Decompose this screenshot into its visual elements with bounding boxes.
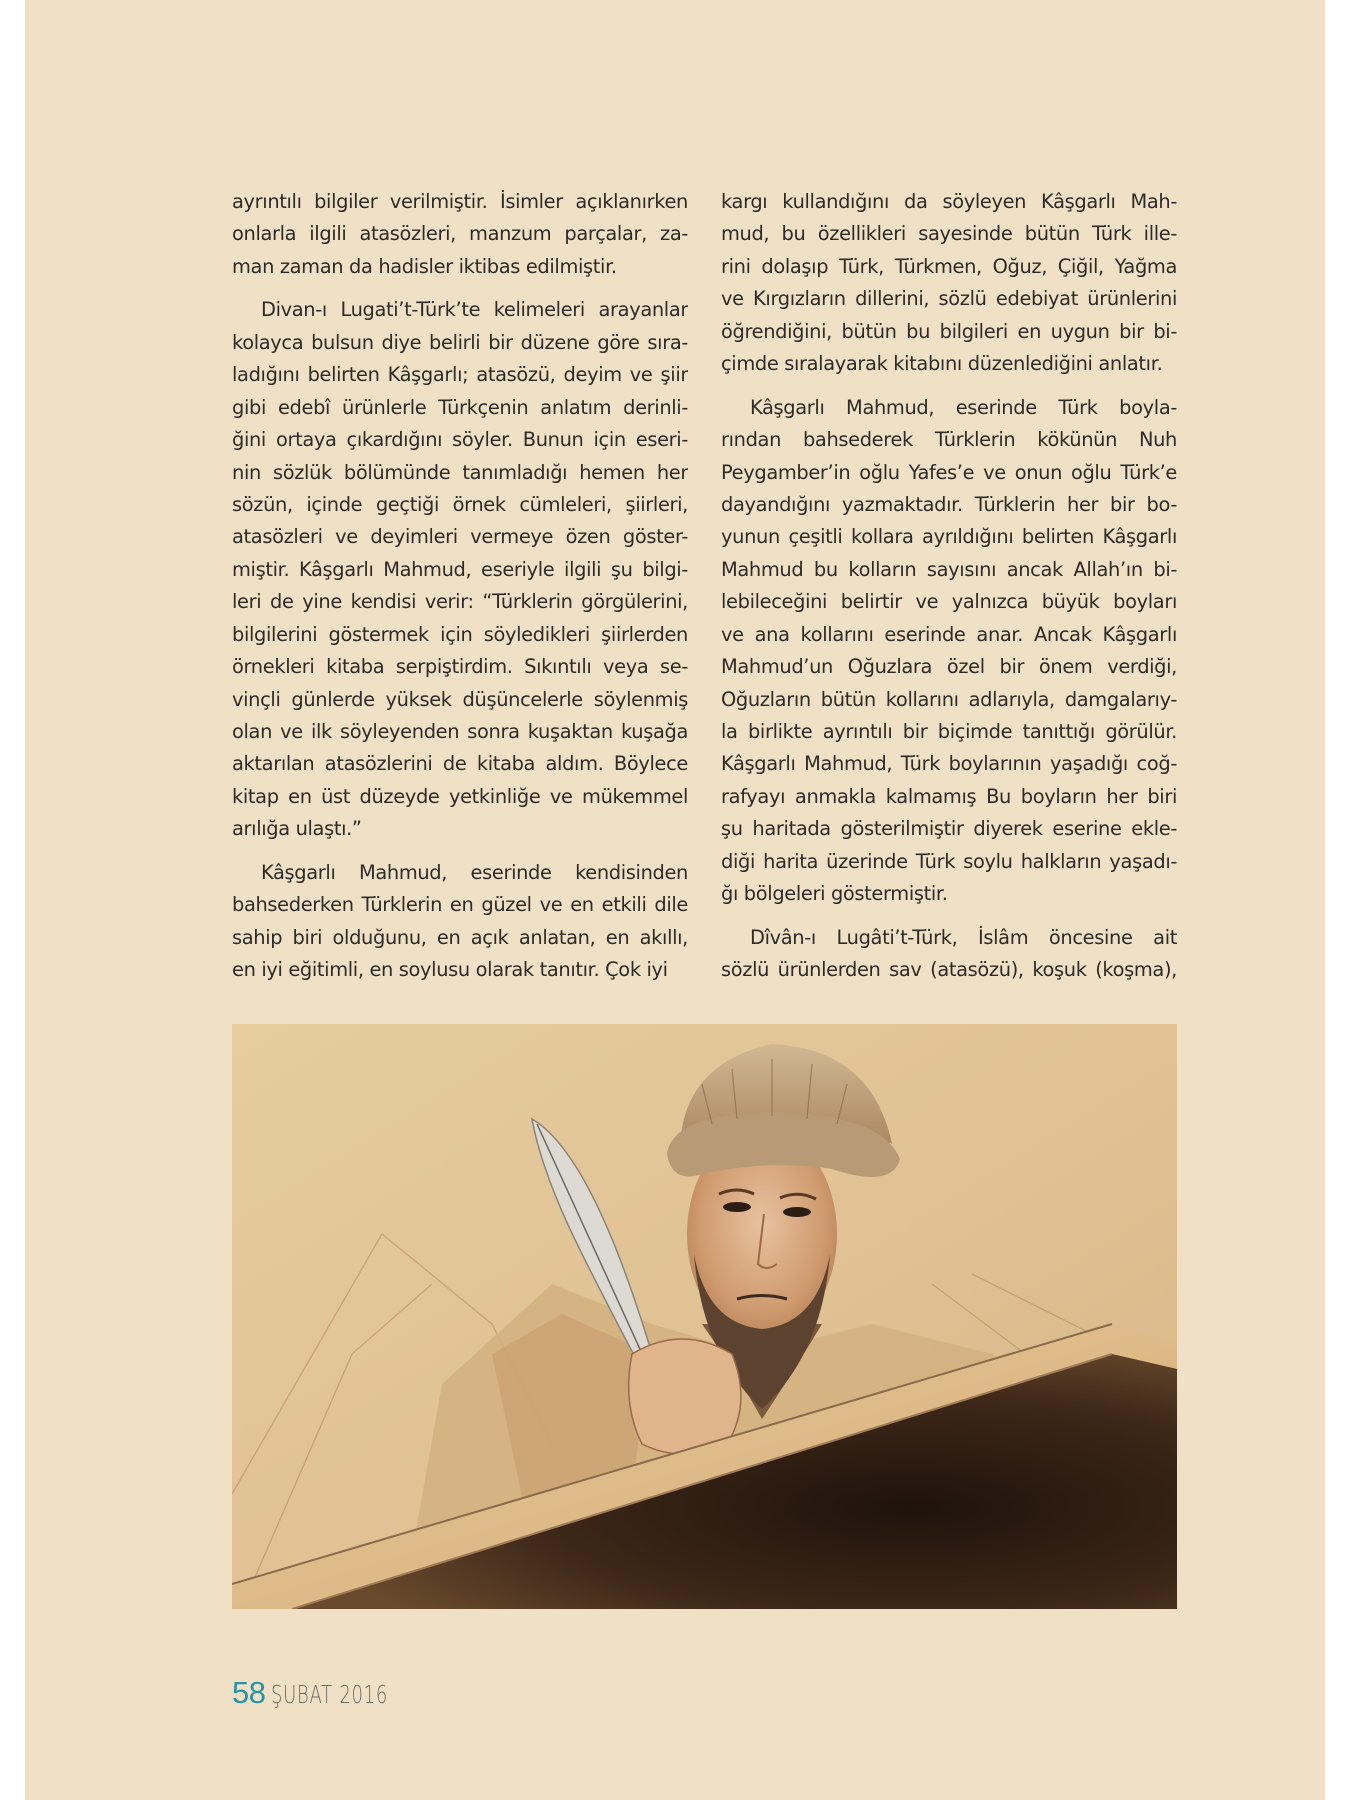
text-line: Kâşgarlı Mahmud, Türk boylarının yaşadığı coğ- <box>721 752 1177 776</box>
text-line: şu haritada gösterilmiştir diyerek eserine ekle- <box>721 817 1177 841</box>
article-right-column <box>721 186 1177 987</box>
paragraph <box>232 186 688 283</box>
text-line: bilgilerini göstermek için söyledikleri şiirlerden <box>232 622 688 646</box>
text-line: gibi edebî ürünlerle Türkçenin anlatım derinli- <box>232 395 688 419</box>
text-line: sahip biri olduğunu, en açık anlatan, en akıllı, <box>232 925 688 949</box>
text-line: olan ve ilk söyleyenden sonra kuşaktan kuşağa <box>232 720 688 743</box>
illustration-kasgarli-mahmud <box>232 1024 1177 1609</box>
text-line: nin sözlük bölümünde tanımladığı hemen her <box>232 460 688 484</box>
text-line: ğini ortaya çıkardığını söyler. Bunun için eseri- <box>232 428 688 452</box>
paragraph-gap <box>721 381 1177 392</box>
text-line: ğı bölgeleri göstermiştir. <box>721 882 948 906</box>
text-line: la birlikte ayrıntılı bir biçimde tanıttığı görülür. <box>721 720 1177 743</box>
text-line: vinçli günlerde yüksek düşüncelerle söylenmiş <box>232 687 688 711</box>
text-line: dayandığını yazmaktadır. Türklerin her bir bo- <box>721 492 1177 516</box>
paragraph <box>721 922 1177 987</box>
paragraph <box>721 392 1177 911</box>
text-line: Kâşgarlı Mahmud, eserinde Türk boyla- <box>750 395 1177 419</box>
text-line: mud, bu özellikleri sayesinde bütün Türk ille- <box>721 222 1177 246</box>
text-line: rini dolaşıp Türk, Türkmen, Oğuz, Çiğil, Yağma <box>721 254 1177 278</box>
paragraph-gap <box>232 846 688 857</box>
text-line: yunun çeşitli kollara ayrıldığını belirten Kâşgarlı <box>721 525 1177 549</box>
text-line: miştir. Kâşgarlı Mahmud, eseriyle ilgili şu bilgi- <box>232 557 688 581</box>
paragraph <box>721 186 1177 381</box>
text-line: en iyi eğitimli, en soylusu olarak tanıtır. Çok iyi <box>232 958 668 982</box>
text-line: rından bahsederek Türklerin kökünün Nuh <box>721 428 1177 452</box>
text-line: rafyayı anmakla kalmamış Bu boyların her biri <box>721 784 1177 808</box>
text-line: Mahmud’un Oğuzlara özel bir önem verdiği, <box>721 655 1177 679</box>
text-line: Mahmud bu kolların sayısını ancak Allah’ın bi- <box>721 557 1177 581</box>
page-number: 58 <box>232 1675 266 1710</box>
page-footer <box>232 1675 434 1721</box>
text-line: onlarla ilgili atasözleri, manzum parçalar, za- <box>232 222 688 246</box>
paragraph-gap <box>721 911 1177 922</box>
text-line: lebileceğini belirtir ve yalnızca büyük boyları <box>721 590 1177 614</box>
paragraph-gap <box>232 283 688 294</box>
text-line: Dîvân-ı Lugâti’t-Türk, İslâm öncesine ait <box>750 925 1177 949</box>
portrait-drawing <box>232 1024 1177 1609</box>
text-line: aktarılan atasözlerini de kitaba aldım. Böylece <box>232 752 688 776</box>
article-left-column <box>232 186 688 987</box>
text-line: kargı kullandığını da söyleyen Kâşgarlı Mah- <box>721 190 1177 213</box>
text-line: leri de yine kendisi verir: “Türklerin görgülerini, <box>232 590 688 614</box>
text-line: ve Kırgızların dillerini, sözlü edebiyat ürünlerini <box>721 287 1177 311</box>
text-line: man zaman da hadisler iktibas edilmiştir. <box>232 254 617 278</box>
text-line: ve ana kollarını eserinde anar. Ancak Kâşgarlı <box>721 622 1177 646</box>
page-edge <box>25 0 29 1800</box>
text-line: örnekleri kitaba serpiştirdim. Sıkıntılı veya se- <box>232 655 688 679</box>
paragraph <box>232 294 688 845</box>
text-line: arılığa ulaştı.” <box>232 817 362 841</box>
text-line: Kâşgarlı Mahmud, eserinde kendisinden <box>261 860 688 884</box>
text-line: Divan-ı Lugati’t-Türk’te kelimeleri arayanlar <box>261 298 688 322</box>
text-line: kitap en üst düzeyde yetkinliğe ve mükemmel <box>232 784 688 808</box>
text-line: sözün, içinde geçtiği örnek cümleleri, şiirleri, <box>232 492 688 516</box>
text-line: Oğuzların bütün kollarını adlarıyla, damgalarıy- <box>721 687 1177 711</box>
text-line: ayrıntılı bilgiler verilmiştir. İsimler açıklanırken <box>232 190 688 213</box>
text-line: Peygamber’in oğlu Yafes’e ve onun oğlu Türk’e <box>721 460 1177 484</box>
text-line: öğrendiğini, bütün bu bilgileri en uygun bir bi- <box>721 319 1177 343</box>
text-line: ladığını belirten Kâşgarlı; atasözü, deyim ve şiir <box>232 363 688 387</box>
text-line: kolayca bulsun diye belirli bir düzene göre sıra- <box>232 330 688 354</box>
text-line: çimde sıralayarak kitabını düzenlediğini anlatır. <box>721 352 1163 376</box>
text-line: bahsederken Türklerin en güzel ve en etkili dile <box>232 893 688 917</box>
issue-date: ŞUBAT 2016 <box>271 1680 389 1709</box>
text-line: diği harita üzerinde Türk soylu halkların yaşadı- <box>721 849 1177 873</box>
paragraph <box>232 857 688 987</box>
text-line: atasözleri ve deyimleri vermeye özen göster- <box>232 525 688 549</box>
text-line: sözlü ürünlerden sav (atasözü), koşuk (koşma), <box>721 958 1177 982</box>
